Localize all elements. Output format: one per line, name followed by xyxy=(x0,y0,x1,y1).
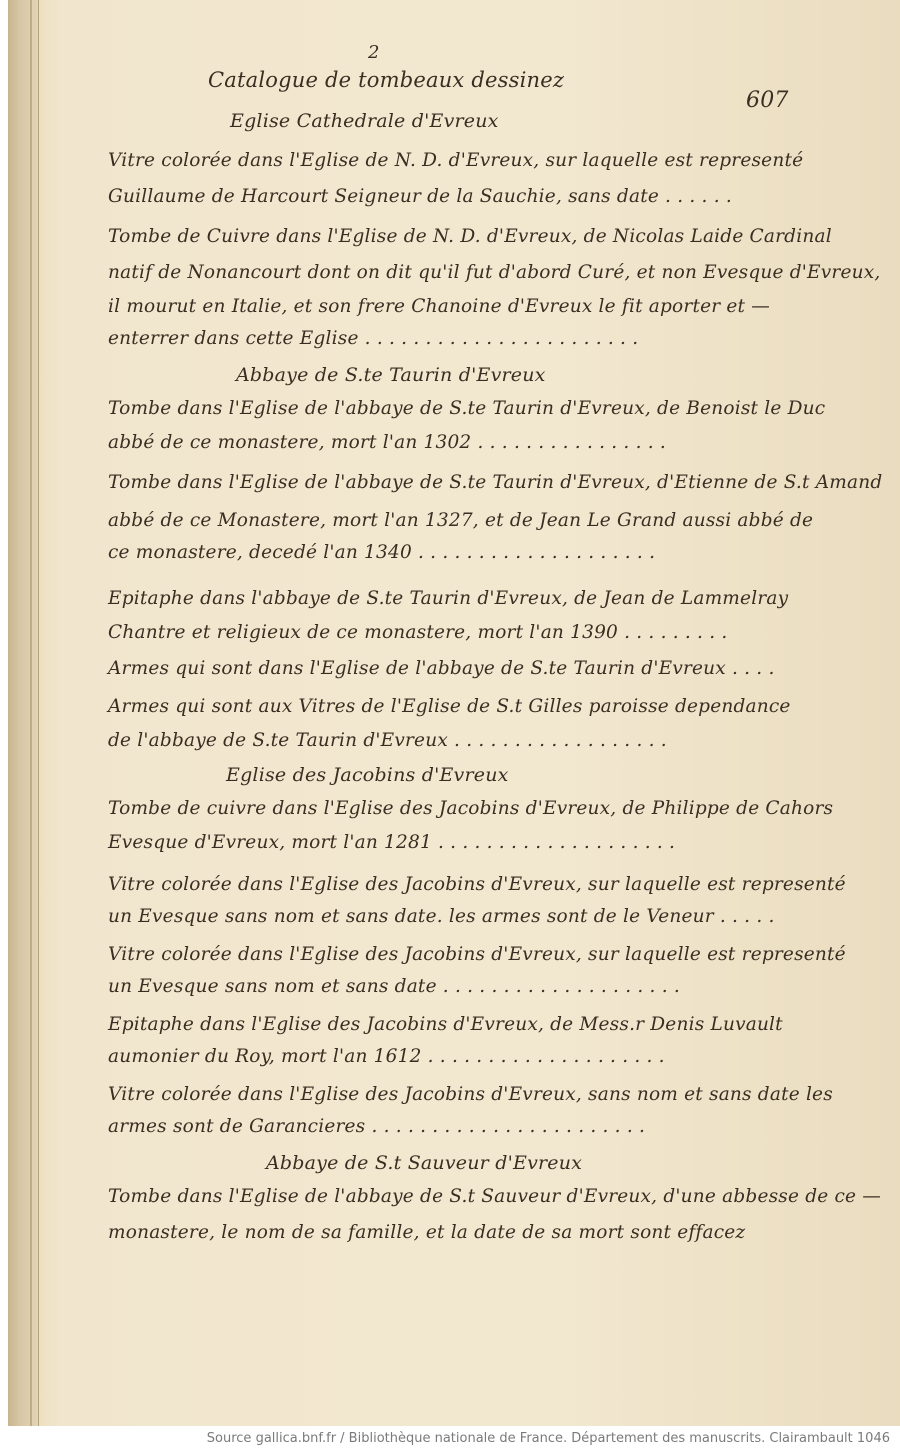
entry-line: natif de Nonancourt dont on dit qu'il fut d'abord Curé, et non Evesque d'Evreux, xyxy=(108,262,881,283)
folio-number: 607 xyxy=(746,88,789,113)
entry-line: Evesque d'Evreux, mort l'an 1281 . . . . . . . . . . . . . . . . . . . . xyxy=(108,832,676,853)
section-heading-st-taurin: Abbaye de S.te Taurin d'Evreux xyxy=(236,364,546,386)
section-heading-cathedrale: Eglise Cathedrale d'Evreux xyxy=(230,110,499,132)
entry-line: un Evesque sans nom et sans date. les armes sont de le Veneur . . . . . xyxy=(108,906,775,927)
section-heading-jacobins: Eglise des Jacobins d'Evreux xyxy=(226,764,509,786)
manuscript-page xyxy=(8,0,900,1426)
entry-line: abbé de ce monastere, mort l'an 1302 . . . . . . . . . . . . . . . . xyxy=(108,432,666,453)
entry-line: ce monastere, decedé l'an 1340 . . . . . . . . . . . . . . . . . . . . xyxy=(108,542,656,563)
entry-line: abbé de ce Monastere, mort l'an 1327, et de Jean Le Grand aussi abbé de xyxy=(108,510,814,531)
source-footer xyxy=(0,1426,900,1454)
entry-line: Vitre colorée dans l'Eglise des Jacobins d'Evreux, sans nom et sans date les xyxy=(108,1084,833,1105)
page-title: Catalogue de tombeaux dessinez xyxy=(208,68,565,92)
entry-line: Armes qui sont aux Vitres de l'Eglise de S.t Gilles paroisse dependance xyxy=(108,696,791,717)
entry-line: Chantre et religieux de ce monastere, mort l'an 1390 . . . . . . . . . xyxy=(108,622,728,643)
entry-line: Epitaphe dans l'abbaye de S.te Taurin d'Evreux, de Jean de Lammelray xyxy=(108,588,789,609)
entry-line: monastere, le nom de sa famille, et la date de sa mort sont effacez xyxy=(108,1222,746,1243)
binding-edge xyxy=(30,0,32,1426)
entry-line: Tombe de cuivre dans l'Eglise des Jacobins d'Evreux, de Philippe de Cahors xyxy=(108,798,834,819)
folio-mark: 2 xyxy=(368,42,380,63)
entry-line: il mourut en Italie, et son frere Chanoine d'Evreux le fit aporter et — xyxy=(108,296,770,317)
entry-line: Vitre colorée dans l'Eglise des Jacobins d'Evreux, sur laquelle est representé xyxy=(108,944,846,965)
section-heading-st-sauveur: Abbaye de S.t Sauveur d'Evreux xyxy=(266,1152,583,1174)
entry-line: aumonier du Roy, mort l'an 1612 . . . . . . . . . . . . . . . . . . . . xyxy=(108,1046,665,1067)
entry-line: Tombe de Cuivre dans l'Eglise de N. D. d'Evreux, de Nicolas Laide Cardinal xyxy=(108,226,832,247)
entry-line: de l'abbaye de S.te Taurin d'Evreux . . . . . . . . . . . . . . . . . . xyxy=(108,730,667,751)
binding-gutter xyxy=(8,0,39,1426)
entry-line: Guillaume de Harcourt Seigneur de la Sauchie, sans date . . . . . . xyxy=(108,186,732,207)
entry-line: un Evesque sans nom et sans date . . . . . . . . . . . . . . . . . . . . xyxy=(108,976,680,997)
entry-line: Vitre colorée dans l'Eglise de N. D. d'Evreux, sur laquelle est representé xyxy=(108,150,804,171)
entry-line: armes sont de Garancieres . . . . . . . . . . . . . . . . . . . . . . . xyxy=(108,1116,646,1137)
entry-line: Vitre colorée dans l'Eglise des Jacobins d'Evreux, sur laquelle est representé xyxy=(108,874,846,895)
entry-line: enterrer dans cette Eglise . . . . . . . . . . . . . . . . . . . . . . . xyxy=(108,328,639,349)
entry-line: Epitaphe dans l'Eglise des Jacobins d'Evreux, de Mess.r Denis Luvault xyxy=(108,1014,783,1035)
entry-line: Tombe dans l'Eglise de l'abbaye de S.t Sauveur d'Evreux, d'une abbesse de ce — xyxy=(108,1186,881,1207)
entry-line: Tombe dans l'Eglise de l'abbaye de S.te Taurin d'Evreux, de Benoist le Duc xyxy=(108,398,826,419)
source-credit: Source gallica.bnf.fr / Bibliothèque nationale de France. Département des manuscrits. Clairambault 1046 xyxy=(206,1431,890,1446)
entry-line: Tombe dans l'Eglise de l'abbaye de S.te Taurin d'Evreux, d'Etienne de S.t Amand xyxy=(108,472,883,493)
entry-line: Armes qui sont dans l'Eglise de l'abbaye de S.te Taurin d'Evreux . . . . xyxy=(108,658,775,679)
